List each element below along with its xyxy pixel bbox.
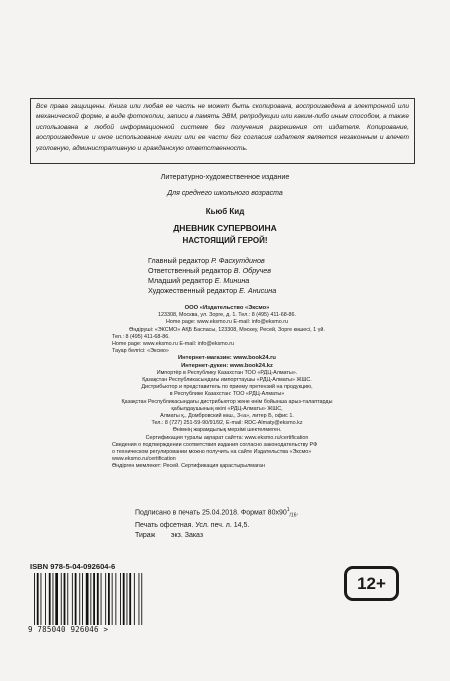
author-name: Кьюб Кид	[205, 207, 245, 216]
credit-name: Е. Минина	[214, 276, 250, 285]
conformity-note: Сведения о подтверждении соответствия издания согласно законодательству РФ	[112, 441, 318, 448]
print-details	[135, 505, 335, 541]
signed-text: Подписано в печать 25.04.2018. Формат 80x90	[135, 509, 287, 517]
age-rating-badge: 12+	[344, 566, 399, 601]
credit-line	[148, 286, 378, 296]
publisher-kz: Өндіруші: «ЭКСМО» АҚБ Баспасы, 123308, Мәскеу, Ресей, Зорге көшесі, 1 үй.	[129, 326, 325, 333]
publisher-imprint	[112, 305, 342, 471]
distributor-kz-2: қабылдаушының өкілі «РДЦ-Алматы» ЖШС,	[171, 405, 283, 412]
audience-label: Для среднего школьного возраста	[167, 190, 283, 197]
print-sheets: Печать офсетная. Усл. печ. л. 14,5.	[135, 521, 250, 529]
credit-name: В. Обручев	[233, 266, 272, 275]
rights-notice: Все права защищены. Книга или любая ее часть не может быть скопирована, воспроизведена в электронной или механической форме, в виде фотокопии, записи в память ЭВМ, репродукции или каким-либо иным способом, а также использована в любой информационной системе без получения разрешения от издателя. Копирование, воспроизведение и иное использование книги или ее части без согласия издателя является незаконным и влечет уголовную, административную и гражданскую ответственность.	[30, 98, 415, 164]
conformity-note-3: www.eksmo.ru/certification	[112, 456, 176, 463]
credit-role: Главный редактор	[148, 256, 210, 265]
signed-to-print	[135, 505, 335, 521]
almaty-address: Алматы қ., Домбровский көш., 3«а», литер Б, офис 1.	[160, 413, 294, 420]
genre-label: Литературно-художественное издание	[160, 172, 290, 181]
publisher-homepage: Home page: www.eksmo.ru E-mail: info@eksmo.ru	[165, 319, 288, 326]
distributor-kz: Қазақстан Республикасындағы дистрибьютор және өнім бойынша арыз-талаптарды	[121, 398, 333, 405]
editorial-credits	[148, 256, 378, 296]
book-title: ДНЕВНИК СУПЕРВОИНА	[173, 223, 277, 233]
format-end: .	[296, 509, 299, 517]
barcode-digits: 9 785040 926046 >	[28, 625, 109, 634]
format-sub: /16	[289, 512, 297, 519]
credit-role: Ответственный редактор	[148, 266, 232, 275]
barcode-image	[32, 573, 148, 625]
credit-role: Художественный редактор	[148, 286, 238, 295]
credit-line	[148, 256, 378, 266]
format-sup: 1	[286, 507, 290, 513]
isbn: ISBN 978-5-04-092604-6	[30, 562, 116, 571]
validity-note: Өнімнің жарамдылық мерзімі шектелмеген.	[172, 427, 282, 434]
publisher-name: ООО «Издательство «Эксмо»	[184, 305, 270, 311]
print-run: Тираж экз. Заказ	[135, 532, 204, 540]
publisher-address: 123308, Москва, ул. Зорге, д. 1. Тел.: 8 (495) 411-68-86.	[157, 312, 297, 319]
online-shop-kz: Интернет-дүкен: www.book24.kz	[181, 362, 273, 369]
online-shop-ru: Интернет-магазин: www.book24.ru	[178, 355, 276, 362]
trademark: Тауар белгісі: «Эксмо»	[112, 348, 169, 355]
book-subtitle: НАСТОЯЩИЙ ГЕРОЙ!	[182, 236, 268, 245]
distributor-ru-2: в Республике Казахстан: ТОО «РДЦ-Алматы»	[169, 391, 285, 398]
distributor-ru: Дистрибьютор и представитель по приему претензий на продукцию,	[141, 384, 313, 391]
credit-name: Р. Фасхутдинов	[211, 256, 265, 265]
credit-line	[148, 266, 378, 276]
publisher-kz-phone: Тел.: 8 (495) 411-68-86.	[112, 333, 170, 340]
certification-note: Сертификация туралы ақпарат сайтта: www.eksmo.ru/certification	[145, 434, 309, 441]
credit-line	[148, 276, 378, 286]
publisher-homepage-kz: Home page: www.eksmo.ru E-mail: info@eksmo.ru	[112, 341, 235, 348]
importer-ru: Импортёр в Республику Казахстан ТОО «РДЦ-Алматы».	[156, 369, 298, 376]
almaty-phone: Тел.: 8 (727) 251-59-90/91/92, E-mail: RDC-Almaty@eksmo.kz	[151, 420, 303, 427]
origin-note: Өндірген мемлекет: Ресей. Сертификация қарастырылмаған	[112, 463, 265, 470]
conformity-note-2: о техническом регулировании можно получить на сайте Издательства «Эксмо»	[112, 449, 312, 456]
credit-role: Младший редактор	[148, 276, 213, 285]
credit-name: Е. Анисина	[239, 286, 277, 295]
importer-kz: Қазақстан Республикасындағы импорттаушы «РДЦ-Алматы» ЖШС.	[142, 377, 312, 384]
